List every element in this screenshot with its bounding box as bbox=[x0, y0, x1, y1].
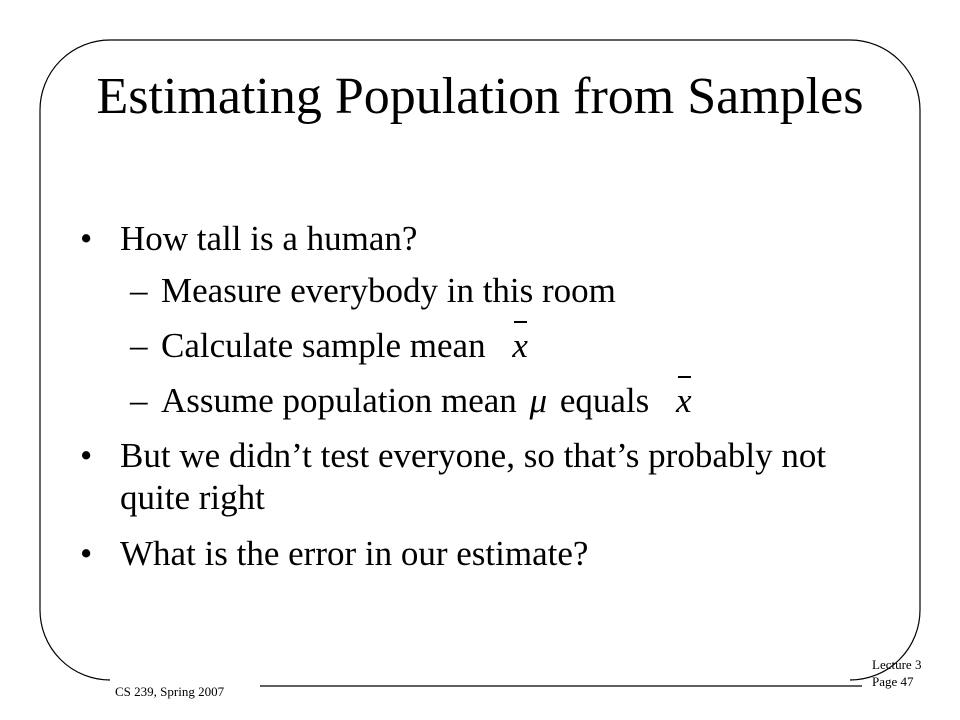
dash-marker: – bbox=[130, 271, 148, 310]
bullet-text-before: Assume population mean bbox=[161, 381, 517, 420]
overline-bar bbox=[514, 321, 527, 323]
bullet-item bbox=[80, 435, 900, 519]
bullet-text: Calculate sample mean bbox=[161, 326, 486, 365]
bullet-text: What is the error in our estimate? bbox=[120, 534, 589, 573]
dash-marker: – bbox=[130, 326, 148, 365]
bullet-marker: • bbox=[80, 219, 93, 258]
bullet-marker: • bbox=[80, 534, 93, 573]
bullet-list bbox=[80, 218, 900, 589]
sample-mean-symbol bbox=[676, 380, 692, 422]
mu-symbol: μ bbox=[529, 381, 548, 420]
bullet-item bbox=[80, 218, 900, 260]
sub-bullet-item bbox=[130, 380, 900, 422]
footer-course: CS 239, Spring 2007 bbox=[115, 684, 225, 699]
overline-bar bbox=[678, 376, 691, 378]
bullet-text: Measure everybody in this room bbox=[161, 271, 616, 310]
footer-lecture: Lecture 3 bbox=[872, 657, 922, 672]
bullet-text: But we didn’t test everyone, so that’s probably not quite right bbox=[120, 436, 827, 517]
frame-corner-bottom-left bbox=[40, 610, 110, 680]
footer-page: Page 47 bbox=[872, 674, 914, 689]
sub-bullet-item bbox=[130, 325, 900, 367]
math-variable: x bbox=[676, 381, 692, 420]
math-variable: x bbox=[512, 326, 528, 365]
dash-marker: – bbox=[130, 381, 148, 420]
slide-title: Estimating Population from Samples bbox=[96, 68, 864, 125]
sub-bullet-item bbox=[130, 270, 900, 312]
bullet-marker: • bbox=[80, 436, 93, 475]
bullet-text: How tall is a human? bbox=[120, 219, 418, 258]
footer-page-info bbox=[872, 656, 921, 690]
bullet-text-after: equals bbox=[559, 381, 650, 420]
sample-mean-symbol bbox=[512, 325, 528, 367]
bullet-item bbox=[80, 533, 900, 575]
